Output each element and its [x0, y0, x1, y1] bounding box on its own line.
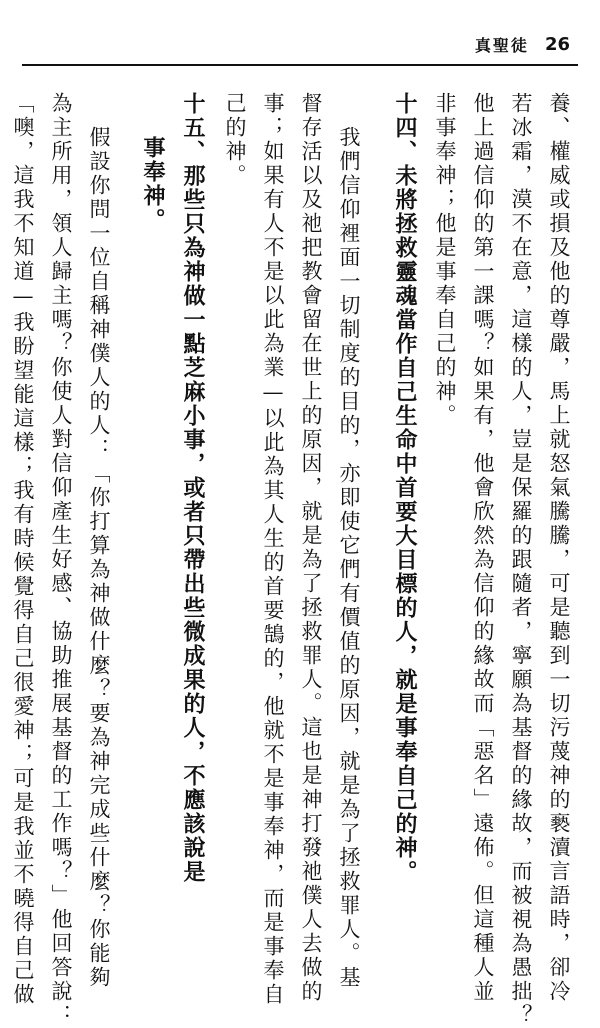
text-column: 己的神。	[223, 92, 247, 188]
text-column: 督存活以及祂把教會留在世上的原因，就是為了拯救罪人。這也是神打發祂僕人去做的	[299, 92, 323, 1004]
book-title: 真聖徒	[474, 35, 529, 55]
section-heading-15: 十五、那些只為神做一點芝麻小事，或者只帶出些微成果的人，不應該說是	[180, 92, 206, 884]
paragraph-first-column: 假設你問一位自稱神僕人的人：「你打算為神做什麼？要為神完成些什麼？你能夠	[87, 126, 111, 990]
paragraph-first-column: 我們信仰裡面一切制度的目的，亦即使它們有價值的原因，就是為了拯救罪人。基	[337, 126, 361, 990]
section-heading-15-continued: 事奉神。	[140, 136, 166, 232]
running-header	[380, 30, 570, 58]
text-column: 為主所用，領人歸主嗎？你使人對信仰產生好感、協助推展基督的工作嗎？」他回答說：	[49, 92, 73, 1028]
text-column: 若冰霜，漠不在意，這樣的人，豈是保羅的跟隨者，寧願為基督的緣故，而被視為愚拙？	[509, 92, 533, 1028]
text-column: 養、權威或損及他的尊嚴，馬上就怒氣騰騰，可是聽到一切污蔑神的褻瀆言語時，卻冷	[547, 92, 571, 1004]
text-column: 事；如果有人不是以此為業—以此為其人生的首要鵠的，他就不是事奉神，而是事奉自	[261, 92, 285, 1007]
text-column: 「噢，這我不知道—我盼望能這樣；我有時候覺得自己很愛神；可是我並不曉得自己做	[11, 92, 35, 1007]
section-heading-14: 十四、未將拯救靈魂當作自己生命中首要大目標的人，就是事奉自己的神。	[392, 92, 418, 884]
text-column: 他上過信仰的第一課嗎？如果有，他會欣然為信仰的緣故而「惡名」遠佈。但這種人並	[471, 92, 495, 1004]
page-number: 26	[544, 33, 570, 55]
header-rule	[22, 64, 578, 66]
text-column: 非事奉神；他是事奉自己的神。	[433, 92, 457, 428]
